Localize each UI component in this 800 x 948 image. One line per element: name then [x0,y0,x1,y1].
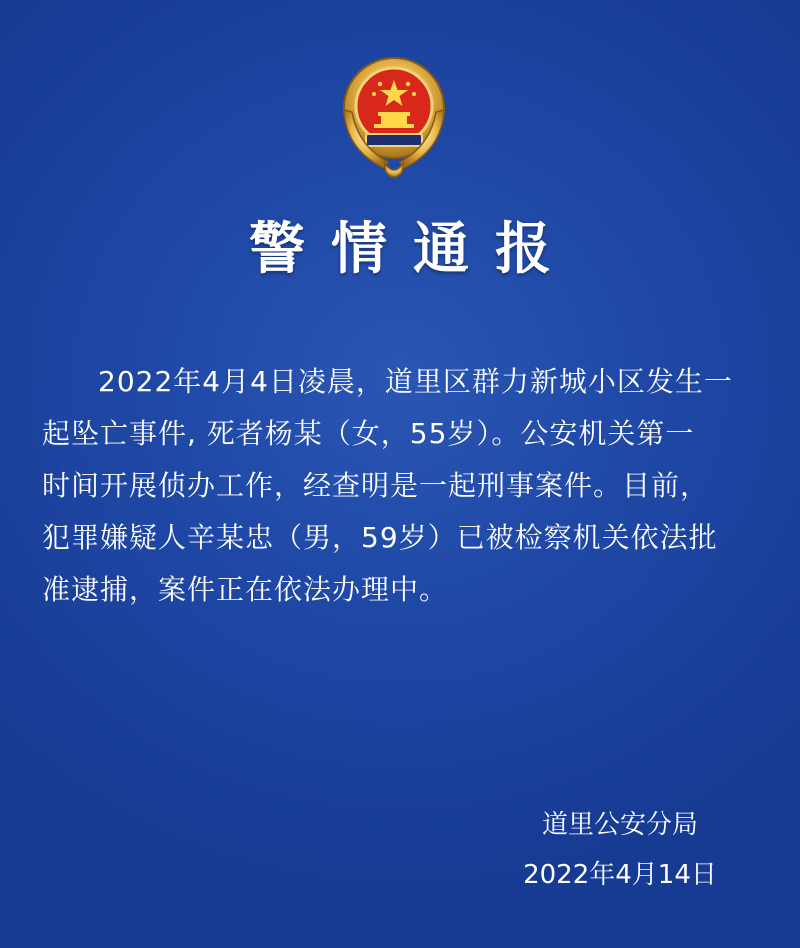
body-line: 犯罪嫌疑人辛某忠（男，59岁）已被检察机关依法批 [42,521,718,554]
issuer-name: 道里公安分局 [541,810,698,840]
body-line: 2022年4月4日凌晨，道里区群力新城小区发生一 [98,365,733,398]
notice-signature [480,800,760,900]
body-line: 时间开展侦办工作，经查明是一起刑事案件。目前， [42,469,710,502]
body-line: 准逮捕，案件正在依法办理中。 [42,573,449,606]
police-emblem-icon [326,50,462,186]
issue-date: 2022年4月14日 [523,860,717,890]
body-line: 起坠亡事件, 死者杨某（女，55岁）。公安机关第一 [42,417,695,450]
notice-body [42,356,762,616]
notice-title: 警情通报 [249,217,577,282]
